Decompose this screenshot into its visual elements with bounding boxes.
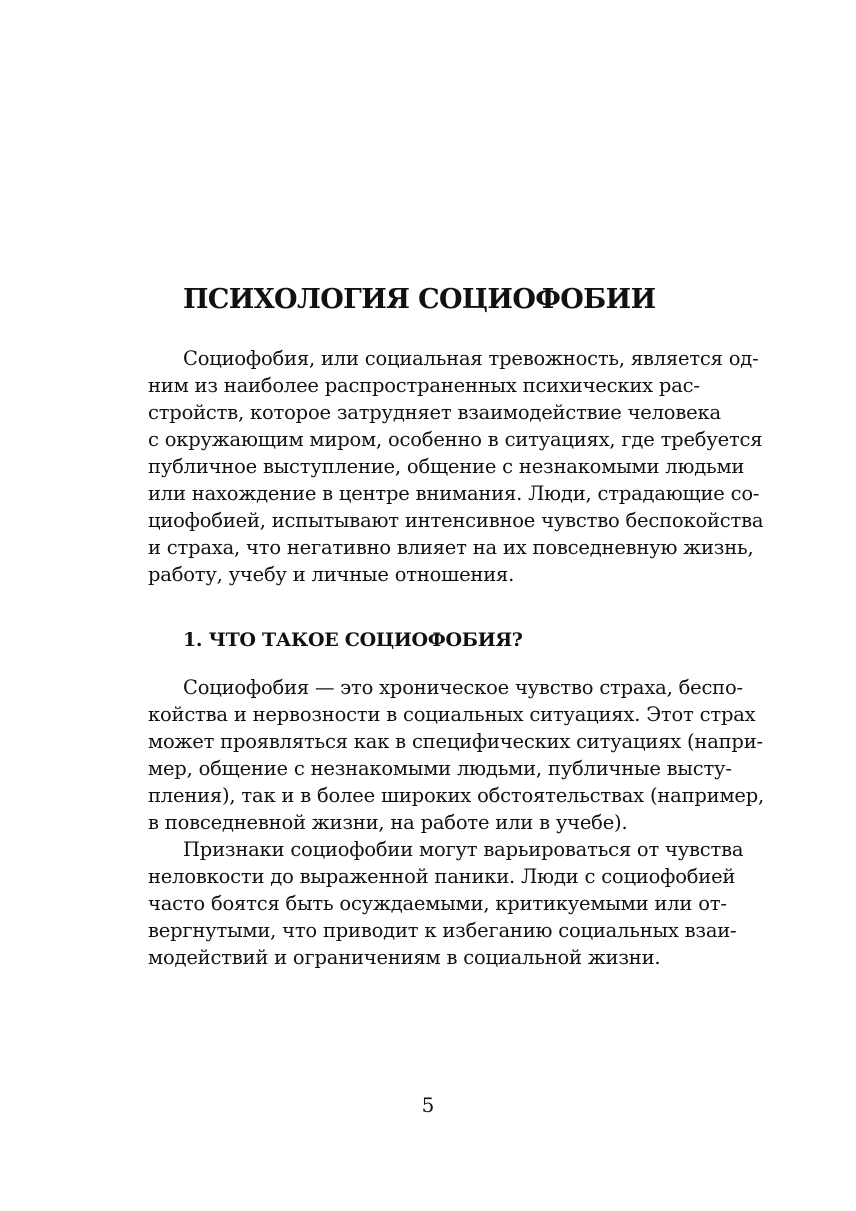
text-line: койства и нервозности в социальных ситуациях. Этот страх <box>148 703 756 726</box>
text-line: и страха, что негативно влияет на их повседневную жизнь, <box>148 536 754 559</box>
text-line: часто боятся быть осуждаемыми, критикуемыми или от- <box>148 892 727 915</box>
text-line: неловкости до выраженной паники. Люди с социофобией <box>148 865 736 888</box>
text-line: Социофобия — это хроническое чувство страха, беспо- <box>183 676 743 699</box>
text-line: работу, учебу и личные отношения. <box>148 563 515 586</box>
text-line: модействий и ограничениям в социальной жизни. <box>148 946 661 969</box>
text-line: Социофобия, или социальная тревожность, является од- <box>183 347 759 370</box>
text-line: ним из наиболее распространенных психических рас- <box>148 374 700 397</box>
chapter-title: ПСИХОЛОГИЯ СОЦИОФОБИИ <box>183 284 656 315</box>
text-line: мер, общение с незнакомыми людьми, публичные высту- <box>148 757 732 780</box>
text-line: пления), так и в более широких обстоятельствах (например, <box>148 784 765 807</box>
section-heading: 1. ЧТО ТАКОЕ СОЦИОФОБИЯ? <box>183 629 523 651</box>
text-line: публичное выступление, общение с незнакомыми людьми <box>148 455 745 478</box>
text-line: стройств, которое затрудняет взаимодействие человека <box>148 401 721 424</box>
text-line: циофобией, испытывают интенсивное чувство беспокойства <box>148 509 764 532</box>
page-number: 5 <box>421 1093 435 1117</box>
text-line: с окружающим миром, особенно в ситуациях, где требуется <box>148 428 763 451</box>
text-line: может проявляться как в специфических ситуациях (напри- <box>148 730 763 753</box>
text-line: вергнутыми, что приводит к избеганию социальных взаи- <box>148 919 737 942</box>
text-line: или нахождение в центре внимания. Люди, страдающие со- <box>148 482 760 505</box>
text-line: в повседневной жизни, на работе или в учебе). <box>148 811 628 834</box>
text-line: Признаки социофобии могут варьироваться от чувства <box>183 838 744 861</box>
